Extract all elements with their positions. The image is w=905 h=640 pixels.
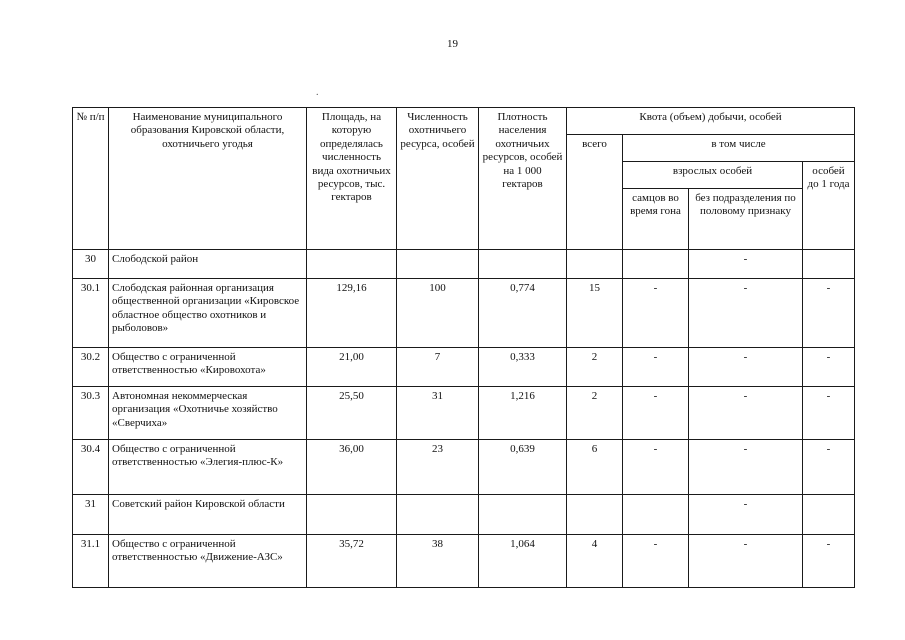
header-count: Численность охотничьего ресурса, особей xyxy=(397,108,479,250)
table-row xyxy=(73,250,855,279)
row-total: 4 xyxy=(567,535,623,588)
row-name: Автономная некоммерческая организация «Охотничье хозяйство «Сверчиха» xyxy=(109,387,307,440)
row-count: 31 xyxy=(397,387,479,440)
header-including: в том числе xyxy=(623,135,855,162)
row-density xyxy=(479,495,567,535)
row-density: 1,216 xyxy=(479,387,567,440)
row-area xyxy=(307,495,397,535)
row-no-sex: - xyxy=(689,250,803,279)
row-count: 7 xyxy=(397,348,479,387)
row-number: 30.1 xyxy=(73,279,109,348)
header-name: Наименование муниципального образования Кировской области, охотничьего угодья xyxy=(109,108,307,250)
row-young: - xyxy=(803,279,855,348)
row-number: 30 xyxy=(73,250,109,279)
row-name: Слободская районная организация общественной организации «Кировское областное общество охотников и рыболовов» xyxy=(109,279,307,348)
header-males-rut: самцов во время гона xyxy=(623,189,689,250)
row-no-sex: - xyxy=(689,535,803,588)
row-young xyxy=(803,495,855,535)
row-density: 0,774 xyxy=(479,279,567,348)
table-row xyxy=(73,535,855,588)
row-total xyxy=(567,250,623,279)
row-no-sex: - xyxy=(689,279,803,348)
row-density: 1,064 xyxy=(479,535,567,588)
row-density: 0,333 xyxy=(479,348,567,387)
row-no-sex: - xyxy=(689,387,803,440)
table-row xyxy=(73,440,855,495)
row-name: Советский район Кировской области xyxy=(109,495,307,535)
row-young xyxy=(803,250,855,279)
header-density: Плотность населения охотничьих ресурсов, особей на 1 000 гектаров xyxy=(479,108,567,250)
row-young: - xyxy=(803,348,855,387)
row-males-rut: - xyxy=(623,279,689,348)
row-name: Общество с ограниченной ответственностью «Кировохота» xyxy=(109,348,307,387)
row-name: Слободской район xyxy=(109,250,307,279)
row-males-rut xyxy=(623,250,689,279)
row-area: 36,00 xyxy=(307,440,397,495)
row-no-sex: - xyxy=(689,440,803,495)
row-number: 31 xyxy=(73,495,109,535)
row-total: 6 xyxy=(567,440,623,495)
row-males-rut: - xyxy=(623,535,689,588)
row-density xyxy=(479,250,567,279)
row-total: 15 xyxy=(567,279,623,348)
header-no-sex: без подразделения по половому признаку xyxy=(689,189,803,250)
row-number: 31.1 xyxy=(73,535,109,588)
row-young: - xyxy=(803,440,855,495)
row-name: Общество с ограниченной ответственностью «Движение-АЗС» xyxy=(109,535,307,588)
header-total: всего xyxy=(567,135,623,250)
row-count xyxy=(397,495,479,535)
table-row xyxy=(73,387,855,440)
row-total xyxy=(567,495,623,535)
row-area: 129,16 xyxy=(307,279,397,348)
header-adults: взрослых особей xyxy=(623,162,803,189)
row-area xyxy=(307,250,397,279)
row-males-rut: - xyxy=(623,348,689,387)
row-males-rut: - xyxy=(623,440,689,495)
row-number: 30.2 xyxy=(73,348,109,387)
row-no-sex: - xyxy=(689,495,803,535)
row-males-rut: - xyxy=(623,387,689,440)
header-quota: Квота (объем) добычи, особей xyxy=(567,108,855,135)
row-males-rut xyxy=(623,495,689,535)
row-area: 21,00 xyxy=(307,348,397,387)
row-young: - xyxy=(803,387,855,440)
row-count: 23 xyxy=(397,440,479,495)
header-area: Площадь, на которую определялась численность вида охотничьих ресурсов, тыс. гектаров xyxy=(307,108,397,250)
row-number: 30.4 xyxy=(73,440,109,495)
header-no: № п/п xyxy=(73,108,109,250)
row-name: Общество с ограниченной ответственностью «Элегия-плюс-К» xyxy=(109,440,307,495)
row-count: 38 xyxy=(397,535,479,588)
row-no-sex: - xyxy=(689,348,803,387)
quota-table xyxy=(72,107,855,588)
row-area: 25,50 xyxy=(307,387,397,440)
row-density: 0,639 xyxy=(479,440,567,495)
row-area: 35,72 xyxy=(307,535,397,588)
row-total: 2 xyxy=(567,348,623,387)
header-young: особей до 1 года xyxy=(803,162,855,250)
row-young: - xyxy=(803,535,855,588)
row-number: 30.3 xyxy=(73,387,109,440)
page-number: 19 xyxy=(447,38,458,50)
table-row xyxy=(73,279,855,348)
table-row xyxy=(73,495,855,535)
table-row xyxy=(73,348,855,387)
row-count: 100 xyxy=(397,279,479,348)
dot-mark: . xyxy=(316,87,319,98)
row-count xyxy=(397,250,479,279)
row-total: 2 xyxy=(567,387,623,440)
